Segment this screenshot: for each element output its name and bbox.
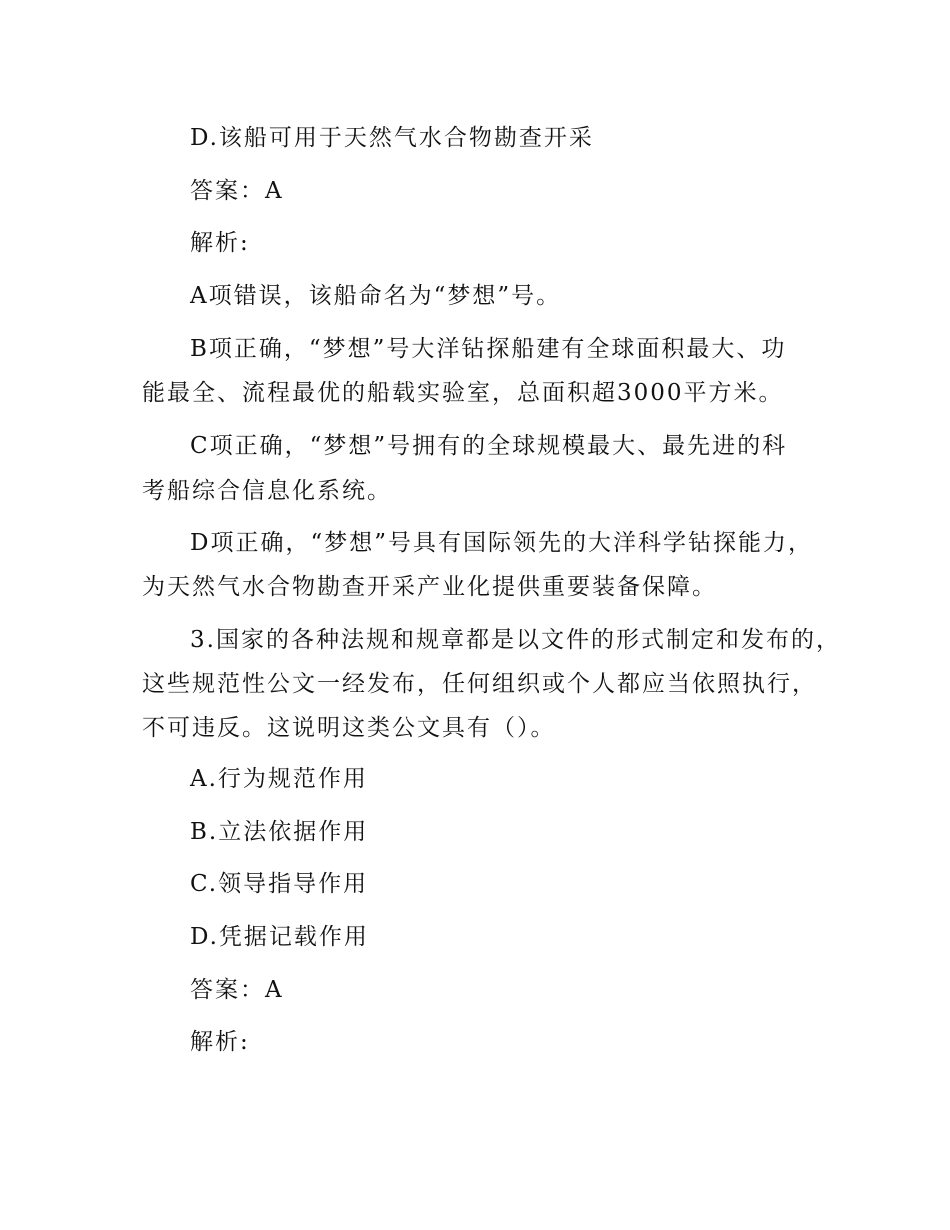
option-d: D.凭据记载作用 — [190, 924, 369, 950]
question-3-cont-1: 这些规范性公文一经发布，任何组织或个人都应当依照执行， — [142, 671, 817, 697]
analysis-paragraph-b-cont: 能最全、流程最优的船载实验室，总面积超3000平方米。 — [142, 380, 784, 406]
analysis-paragraph-c: C项正确，“梦想”号拥有的全球规模最大、最先进的科 — [190, 433, 788, 459]
analysis-paragraph-a: A项错误，该船命名为“梦想”号。 — [190, 283, 562, 309]
analysis-label: 解析: — [190, 230, 250, 256]
answer-line: 答案：A — [190, 178, 284, 204]
analysis-label-2: 解析: — [190, 1029, 250, 1055]
answer-line-2: 答案：A — [190, 977, 284, 1003]
option-d-line: D.该船可用于天然气水合物勘查开采 — [190, 125, 594, 151]
analysis-paragraph-d: D项正确，“梦想”号具有国际领先的大洋科学钻探能力， — [190, 530, 813, 556]
option-b: B.立法依据作用 — [190, 819, 369, 845]
analysis-paragraph-d-cont: 为天然气水合物勘查开采产业化提供重要装备保障。 — [142, 574, 717, 600]
question-3-cont-2: 不可违反。这说明这类公文具有（）。 — [142, 715, 556, 741]
option-c: C.领导指导作用 — [190, 871, 369, 897]
analysis-paragraph-b: B项正确，“梦想”号大洋钻探船建有全球面积最大、功 — [190, 336, 787, 362]
option-a: A.行为规范作用 — [190, 766, 368, 792]
analysis-paragraph-c-cont: 考船综合信息化系统。 — [142, 478, 392, 504]
question-3: 3.国家的各种法规和规章都是以文件的形式制定和发布的， — [190, 627, 841, 653]
